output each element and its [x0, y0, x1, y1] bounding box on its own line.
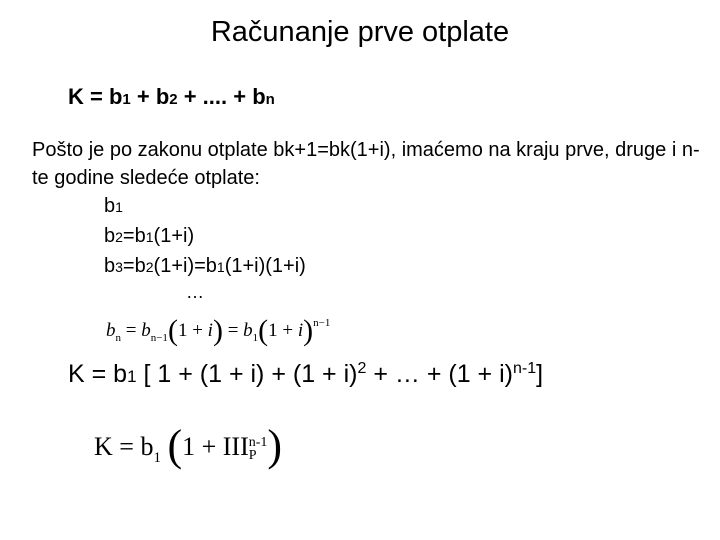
- formula-part: 1 +: [268, 320, 298, 341]
- formula-paren: ): [303, 314, 314, 347]
- formula-part: i: [297, 320, 304, 341]
- formula-superscript: n−1: [313, 317, 331, 329]
- ksum-superscript: 2: [357, 360, 367, 377]
- slide-title: Računanje prve otplate: [210, 16, 510, 48]
- eq-part: b: [104, 255, 116, 277]
- eq-subscript: 1: [115, 199, 123, 215]
- k-sum-definition: [68, 82, 275, 115]
- kfinal-paren: (: [167, 421, 183, 470]
- k-line-part: K = b: [68, 84, 123, 109]
- kfinal-subscript: 1: [153, 450, 161, 466]
- formula-part: i: [207, 320, 213, 341]
- formula-paren: (: [258, 314, 269, 347]
- ksum-part: K = b: [68, 360, 128, 388]
- eq-part: (1+i): [153, 225, 195, 247]
- equation-b1: [104, 192, 123, 221]
- eq-subscript: 2: [115, 229, 123, 245]
- k-line-subscript: n: [265, 91, 275, 108]
- eq-subscript: 2: [145, 259, 154, 275]
- explanation-paragraph: Pošto je po zakonu otplate bk+1=bk(1+i), imaćemo na kraju prve, druge i n-te godine sledeće otplate:: [32, 139, 700, 189]
- ksum-part: [ 1 + (1 + i) + (1 + i): [136, 360, 358, 388]
- formula-subscript: n: [115, 332, 121, 344]
- formula-paren: (: [167, 314, 178, 347]
- eq-part: (1+i)(1+i): [224, 255, 306, 277]
- formula-part: =: [222, 320, 244, 341]
- kfinal-paren: ): [267, 421, 283, 470]
- formula-part: 1 +: [177, 320, 208, 341]
- ksum-part: + … + (1 + i): [366, 360, 513, 388]
- formula-subscript: 1: [252, 332, 259, 344]
- eq-subscript: 1: [216, 259, 225, 275]
- formula-part: b: [243, 320, 253, 341]
- ellipsis: …: [186, 282, 204, 302]
- kfinal-superscript: n-1: [248, 435, 268, 450]
- formula-subscript: n−1: [150, 332, 168, 344]
- equation-b2: [104, 222, 194, 251]
- eq-part: b: [104, 195, 116, 217]
- kfinal-part: 1 + III: [182, 432, 249, 461]
- k-line-part: + .... + b: [177, 84, 266, 109]
- formula-part: b: [141, 320, 151, 341]
- eq-part: (1+i)=b: [153, 255, 217, 277]
- ksum-subscript: 1: [127, 367, 137, 386]
- kfinal-sup-sub: [249, 436, 268, 462]
- eq-part: =b: [122, 255, 146, 277]
- bn-formula: [106, 308, 330, 353]
- formula-part: =: [121, 320, 142, 341]
- k-final-formula: [94, 421, 283, 480]
- formula-part: b: [106, 320, 116, 341]
- ksum-superscript: n-1: [512, 360, 537, 377]
- formula-paren: ): [212, 314, 223, 347]
- eq-part: =b: [122, 225, 146, 247]
- kfinal-part: K = b: [94, 432, 154, 461]
- kfinal-subscript-p: P: [248, 448, 257, 463]
- eq-part: b: [104, 225, 116, 247]
- k-geometric-sum: [68, 352, 543, 394]
- k-line-part: + b: [130, 84, 170, 109]
- equation-b3: [104, 252, 306, 281]
- eq-subscript: 1: [145, 229, 154, 245]
- k-line-subscript: 1: [122, 91, 131, 108]
- ksum-part: ]: [536, 360, 544, 388]
- eq-subscript: 3: [115, 259, 123, 275]
- k-line-subscript: 2: [169, 91, 178, 108]
